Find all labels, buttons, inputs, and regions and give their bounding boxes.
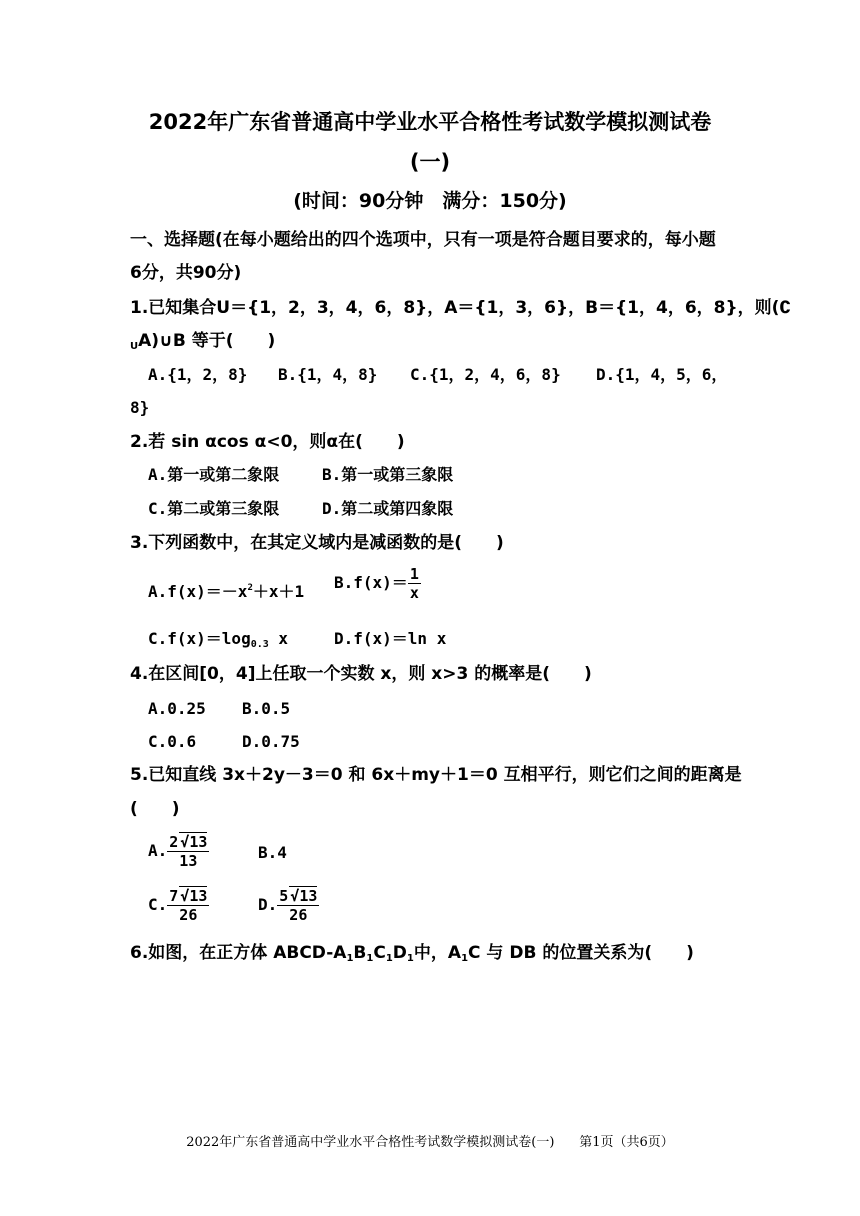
exam-title: 2022年广东省普通高中学业水平合格性考试数学模拟测试卷 [148, 110, 712, 134]
radical-sign: √13 [290, 887, 318, 905]
q5-option-c-fraction: $\frac{7 √13}{26}$ [169, 887, 208, 924]
q1-option-d: D.{1，4，5，6， [596, 365, 728, 384]
q3-option-c: $C.f(x)=\log_{0.3}$ x [148, 629, 289, 650]
q3-option-d: D.f(x)＝ln x [334, 629, 447, 648]
q1-option-b: B.{1，4，8} [278, 365, 378, 384]
exam-subtitle: (一) [409, 150, 451, 174]
q2-option-c: C.第二或第三象限 [148, 499, 280, 518]
q1-option-c: C.{1，2，4，6，8} [410, 365, 561, 384]
q5-option-b: B.4 [258, 843, 287, 862]
q1-option-a: A.{1，2，8} [148, 365, 248, 384]
q5-option-d-fraction: $\frac{5 √13}{26}$ [279, 887, 318, 924]
q6-stem: 6.如图，在正方体 ABCD-$A_1B_1C_1D_1$中，$A_1C$ 与 DB 的位置关系为( ) [130, 943, 694, 964]
q3-option-b: B.f(x)＝ $\frac{1}{x}$ [334, 565, 419, 602]
footer-page-number: 第1页（共6页） [579, 1135, 674, 1150]
q3-option-b-fraction: $\frac{1}{x}$ [409, 565, 419, 602]
q3-stem: 3.下列函数中，在其定义域内是减函数的是( ) [130, 533, 504, 553]
q4-option-d: D.0.75 [242, 732, 300, 751]
footer-title: 2022年广东省普通高中学业水平合格性考试数学模拟测试卷(一) [186, 1135, 555, 1150]
q3-option-a: $A.f(x)=-x^2+x+1$ [148, 582, 305, 601]
q2-stem: 2.若 sin αcos α<0，则α在( ) [130, 432, 405, 452]
q4-option-c: C.0.6 [148, 732, 197, 751]
radical-sign: √13 [180, 833, 208, 851]
exam-time-info: (时间：90分钟 满分：150分) [293, 190, 567, 212]
q4-stem: 4.在区间[0，4]上任取一个实数 x，则 x>3 的概率是( ) [130, 664, 592, 684]
q4-option-b: B.0.5 [242, 699, 291, 718]
radical-sign: √13 [180, 887, 208, 905]
q1-stem-line1: 1.已知集合U＝{1，2，3，4，6，8}，A＝{1，3，6}，B＝{1，4，6，8}，则(∁ [130, 298, 792, 318]
q5-stem-line2: ( ) [130, 799, 180, 819]
q5-option-c: C. $\frac{7 √13}{26}$ [148, 887, 208, 924]
q2-option-b: B.第一或第三象限 [322, 465, 454, 484]
section-heading-line1: 一、选择题(在每小题给出的四个选项中，只有一项是符合题目要求的，每小题 [130, 230, 716, 250]
section-heading-line2: 6分，共90分) [130, 263, 242, 283]
q5-stem-line1: 5.已知直线 3x＋2y－3＝0 和 6x＋my＋1＝0 互相平行，则它们之间的距离是 [130, 765, 742, 785]
q5-option-a: A. $\frac{2 √13}{13}$ [148, 833, 208, 870]
q1-option-d-cont: 8} [130, 398, 150, 417]
page-footer [0, 1131, 860, 1150]
q2-option-a: A.第一或第二象限 [148, 465, 280, 484]
q1-stem-line2: $_U$A)∪B 等于( ) [130, 331, 276, 352]
q4-option-a: A.0.25 [148, 699, 206, 718]
q5-option-a-fraction: $\frac{2 √13}{13}$ [169, 833, 208, 870]
q5-option-d: D. $\frac{5 √13}{26}$ [258, 887, 318, 924]
q2-option-d: D.第二或第四象限 [322, 499, 454, 518]
